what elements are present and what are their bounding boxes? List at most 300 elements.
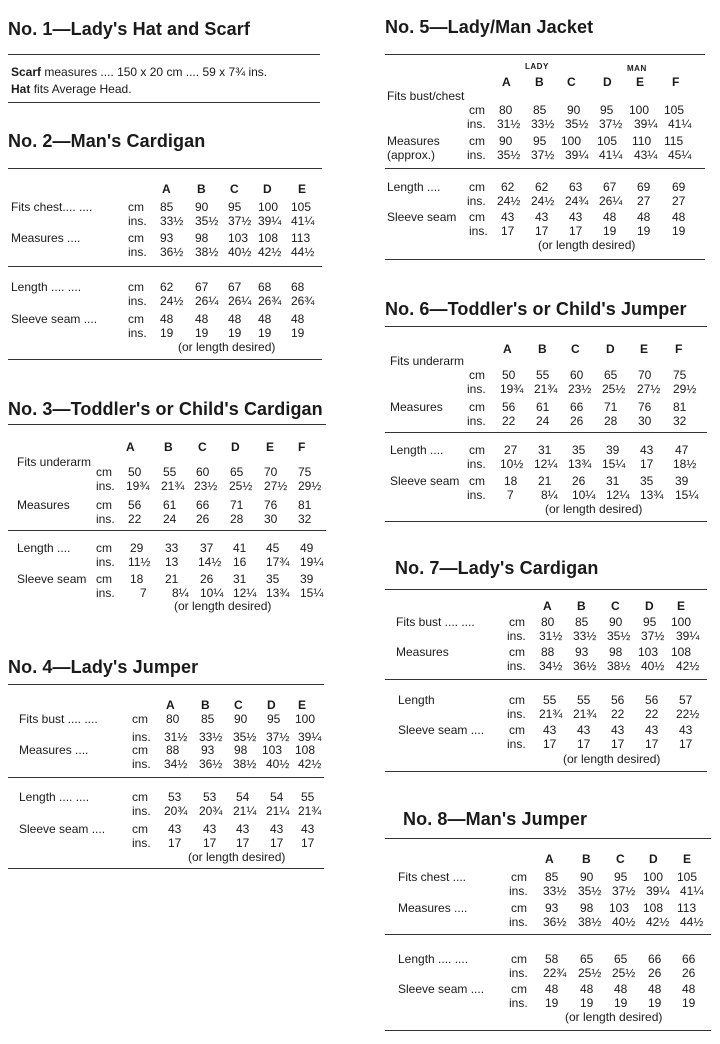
section-title: No. 4—Lady's Jumper — [8, 657, 199, 677]
section-title: No. 8—Man's Jumper — [403, 809, 588, 829]
row-label: Measures — [396, 645, 449, 659]
value-cell: 27 — [637, 194, 651, 208]
table-row-length-in — [8, 555, 338, 569]
unit-label: ins. — [128, 245, 147, 259]
row-label: Sleeve seam .... — [398, 723, 485, 737]
value-cell: 41¼ — [599, 148, 623, 162]
value-cell: 43 — [270, 822, 284, 836]
table-row-length-cm — [8, 790, 328, 804]
divider — [8, 530, 326, 531]
size-label: E — [683, 852, 692, 866]
row-label: Measures — [387, 134, 440, 148]
value-cell: 103 — [609, 901, 630, 915]
table-row-sleeve-cm — [8, 312, 328, 326]
value-cell: 18½ — [673, 457, 697, 471]
value-cell: 17 — [535, 224, 549, 238]
value-cell: 20¾ — [199, 804, 223, 818]
value-cell: 33½ — [543, 884, 567, 898]
unit-label: ins. — [128, 214, 147, 228]
table-row-fits-in — [8, 730, 328, 744]
row-label: Sleeve seam .... — [398, 982, 485, 996]
divider — [385, 259, 705, 260]
value-cell: 37½ — [641, 629, 665, 643]
value-cell: 12¼ — [534, 457, 558, 471]
length-note: (or length desired) — [545, 502, 643, 516]
length-note: (or length desired) — [538, 238, 636, 252]
value-cell: 69 — [637, 180, 651, 194]
section-mans-jumper — [385, 808, 715, 1024]
table-row-sleeve-cm — [8, 572, 338, 586]
size-label: E — [640, 342, 649, 356]
section-mans-cardigan — [8, 130, 348, 354]
row-label: Fits underarm — [390, 354, 465, 368]
size-label: E — [266, 440, 275, 454]
unit-label: cm — [511, 901, 527, 915]
divider — [385, 168, 705, 169]
table-row-measures-in — [8, 245, 328, 259]
value-cell: 19 — [228, 326, 242, 340]
divider — [385, 679, 707, 680]
value-cell: 39¼ — [646, 884, 670, 898]
table-row-fits-in — [8, 214, 328, 228]
value-cell: 24 — [163, 512, 177, 526]
value-cell: 95 — [643, 615, 657, 629]
table-row-length-in — [8, 294, 328, 308]
value-cell: 39¼ — [634, 117, 658, 131]
value-cell: 67 — [603, 180, 617, 194]
table-row-fits-cm — [385, 368, 715, 382]
unit-label: cm — [96, 465, 112, 479]
value-cell: 26 — [200, 572, 214, 586]
value-cell: 48 — [648, 982, 662, 996]
unit-label: ins. — [509, 915, 528, 929]
value-cell: 30 — [638, 414, 652, 428]
table-row-sleeve-cm — [385, 210, 715, 224]
value-cell: 90 — [234, 712, 248, 726]
table-row-sleeve-cm — [385, 982, 715, 996]
value-cell: 43 — [640, 443, 654, 457]
unit-label: cm — [132, 712, 148, 726]
value-cell: 31½ — [497, 117, 521, 131]
value-cell: 53 — [168, 790, 182, 804]
value-cell: 48 — [603, 210, 617, 224]
value-cell: 18 — [130, 572, 144, 586]
value-cell: 15¼ — [602, 457, 626, 471]
table-row-length-cm — [8, 280, 328, 294]
value-cell: 55 — [536, 368, 550, 382]
value-cell: 113 — [291, 231, 311, 245]
value-cell: 38½ — [195, 245, 219, 259]
section-lady-hat-scarf — [8, 18, 348, 96]
table-row-fits-cm — [8, 200, 328, 214]
value-cell: 19¼ — [300, 555, 324, 569]
value-cell: 26 — [570, 414, 584, 428]
size-label: A — [543, 599, 552, 613]
value-cell: 36½ — [543, 915, 567, 929]
value-cell: 48 — [545, 982, 559, 996]
table-row-fits-in — [385, 117, 715, 131]
unit-label: cm — [128, 312, 144, 326]
value-cell: 12¼ — [606, 488, 630, 502]
value-cell: 103 — [228, 231, 249, 245]
table-row-fits-cm — [385, 615, 715, 629]
value-cell: 13 — [165, 555, 179, 569]
value-cell: 48 — [614, 982, 628, 996]
table-row-measures-cm — [8, 498, 338, 512]
unit-label: cm — [469, 400, 485, 414]
value-cell: 22¾ — [543, 966, 567, 980]
unit-label: ins. — [469, 224, 488, 238]
size-label: C — [230, 182, 239, 196]
size-label: B — [577, 599, 586, 613]
unit-label: cm — [509, 615, 525, 629]
table-row-sleeve-in — [8, 326, 328, 340]
divider — [8, 868, 324, 869]
size-label: C — [571, 342, 580, 356]
value-cell: 17 — [569, 224, 583, 238]
value-cell: 65 — [230, 465, 244, 479]
unit-label: cm — [96, 541, 112, 555]
value-cell: 27½ — [637, 382, 661, 396]
divider — [8, 424, 326, 425]
size-header-row — [8, 182, 328, 196]
value-cell: 21¾ — [534, 382, 558, 396]
value-cell: 17 — [203, 836, 217, 850]
unit-label: ins. — [467, 488, 486, 502]
value-cell: 55 — [301, 790, 315, 804]
value-cell: 19 — [258, 326, 272, 340]
unit-label: ins. — [509, 966, 528, 980]
value-cell: 27 — [504, 443, 518, 457]
value-cell: 67 — [228, 280, 242, 294]
value-cell: 66 — [682, 952, 696, 966]
table-row-sleeve-cm — [8, 822, 328, 836]
row-label: Length .... — [387, 180, 441, 194]
value-cell: 14½ — [198, 555, 222, 569]
value-cell: 17 — [679, 737, 693, 751]
value-cell: 16 — [233, 555, 247, 569]
size-label: E — [298, 698, 307, 712]
table-row-measures-cm — [385, 645, 715, 659]
value-cell: 39¼ — [298, 730, 322, 744]
value-cell: 19 — [195, 326, 209, 340]
value-cell: 10¼ — [200, 586, 224, 600]
value-cell: 43 — [535, 210, 549, 224]
section-title: No. 3—Toddler's or Child's Cardigan — [8, 399, 323, 419]
row-label: Fits bust/chest — [387, 89, 465, 103]
unit-label: cm — [469, 103, 485, 117]
table-row-length-cm — [8, 541, 338, 555]
value-cell: 68 — [258, 280, 272, 294]
value-cell: 19 — [614, 996, 628, 1010]
value-cell: 13¾ — [266, 586, 290, 600]
value-cell: 43 — [611, 723, 625, 737]
value-cell: 26 — [572, 474, 586, 488]
scarf-line — [11, 64, 267, 81]
table-row-length-cm — [385, 693, 715, 707]
unit-label: ins. — [467, 414, 486, 428]
value-cell: 22 — [502, 414, 516, 428]
length-note: (or length desired) — [565, 1010, 663, 1024]
value-cell: 50 — [502, 368, 516, 382]
value-cell: 39 — [300, 572, 314, 586]
value-cell: 113 — [677, 901, 697, 915]
value-cell: 62 — [501, 180, 515, 194]
table-row-measures-in — [385, 148, 715, 162]
row-label: Length — [398, 693, 435, 707]
value-cell: 42½ — [298, 757, 322, 771]
section-toddler-childs-jumper — [385, 298, 715, 516]
size-label: B — [538, 342, 547, 356]
table-row-measures-cm — [385, 400, 715, 414]
value-cell: 25½ — [602, 382, 626, 396]
value-cell: 17¾ — [266, 555, 290, 569]
table-row-fits-label — [385, 89, 715, 103]
value-cell: 38½ — [578, 915, 602, 929]
value-cell: 69 — [672, 180, 686, 194]
value-cell: 26 — [648, 966, 662, 980]
table-row-length-in — [385, 707, 715, 721]
unit-label: cm — [509, 723, 525, 737]
unit-label: cm — [128, 200, 144, 214]
unit-label: ins. — [467, 457, 486, 471]
value-cell: 24½ — [497, 194, 521, 208]
value-cell: 19 — [648, 996, 662, 1010]
size-label: A — [126, 440, 135, 454]
value-cell: 13¾ — [568, 457, 592, 471]
value-cell: 42½ — [646, 915, 670, 929]
value-cell: 39 — [606, 443, 620, 457]
value-cell: 17 — [270, 836, 284, 850]
unit-label: ins. — [132, 804, 151, 818]
unit-label: ins. — [507, 659, 526, 673]
unit-label: cm — [469, 443, 485, 457]
section-ladys-jumper — [8, 656, 348, 864]
value-cell: 108 — [643, 901, 664, 915]
table-row-fits-in — [8, 479, 338, 493]
value-cell: 21¾ — [539, 707, 563, 721]
value-cell: 65 — [614, 952, 628, 966]
value-cell: 103 — [638, 645, 659, 659]
value-cell: 26¾ — [258, 294, 282, 308]
value-cell: 33½ — [199, 730, 223, 744]
value-cell: 34½ — [539, 659, 563, 673]
value-cell: 21¾ — [298, 804, 322, 818]
value-cell: 88 — [541, 645, 555, 659]
unit-label: ins. — [96, 479, 115, 493]
divider — [8, 359, 322, 360]
table-row-sleeve-in — [385, 996, 715, 1010]
value-cell: 10½ — [500, 457, 524, 471]
value-cell: 22 — [645, 707, 659, 721]
value-cell: 93 — [201, 743, 215, 757]
table-row-sleeve-in — [8, 586, 338, 600]
value-cell: 68 — [291, 280, 305, 294]
value-cell: 60 — [196, 465, 210, 479]
row-label: Length .... — [390, 443, 444, 457]
size-label: A — [545, 852, 554, 866]
value-cell: 88 — [166, 743, 180, 757]
unit-label: cm — [132, 743, 148, 757]
size-label: C — [611, 599, 620, 613]
value-cell: 21 — [538, 474, 552, 488]
value-cell: 29½ — [298, 479, 322, 493]
row-label: Fits chest.... .... — [11, 200, 93, 214]
value-cell: 35½ — [578, 884, 602, 898]
value-cell: 56 — [645, 693, 659, 707]
value-cell: 100 — [629, 103, 650, 117]
value-cell: 31½ — [539, 629, 563, 643]
value-cell: 17 — [236, 836, 250, 850]
row-label: Sleeve seam .... — [11, 312, 98, 326]
table-row-measures-in — [385, 659, 715, 673]
table-row-length-cm — [385, 180, 715, 194]
unit-label: cm — [469, 180, 485, 194]
value-cell: 26 — [682, 966, 696, 980]
value-cell: 100 — [671, 615, 692, 629]
value-cell: 108 — [258, 231, 279, 245]
size-label: D — [263, 182, 272, 196]
table-row-sleeve-cm — [385, 723, 715, 737]
value-cell: 31 — [606, 474, 620, 488]
value-cell: 65 — [604, 368, 618, 382]
value-cell: 35½ — [497, 148, 521, 162]
group-label-man: MAN — [627, 64, 647, 73]
value-cell: 31 — [538, 443, 552, 457]
value-cell: 37½ — [228, 214, 252, 228]
table-row-sleeve-in — [8, 836, 328, 850]
value-cell: 23½ — [568, 382, 592, 396]
value-cell: 90 — [499, 134, 513, 148]
value-cell: 54 — [236, 790, 250, 804]
size-label: B — [201, 698, 210, 712]
value-cell: 54 — [270, 790, 284, 804]
size-label: C — [234, 698, 243, 712]
value-cell: 15¼ — [675, 488, 699, 502]
value-cell: 56 — [611, 693, 625, 707]
value-cell: 22 — [128, 512, 142, 526]
size-header-row — [385, 599, 715, 613]
value-cell: 37½ — [266, 730, 290, 744]
table-row-measures-cm — [8, 743, 328, 757]
row-label: Length .... .... — [398, 952, 469, 966]
unit-label: ins. — [467, 382, 486, 396]
value-cell: 36½ — [199, 757, 223, 771]
value-cell: 43 — [203, 822, 217, 836]
hat-fit: fits Average Head. — [33, 82, 132, 96]
unit-label: ins. — [509, 884, 528, 898]
value-cell: 41¼ — [680, 884, 704, 898]
value-cell: 61 — [163, 498, 177, 512]
value-cell: 43 — [543, 723, 557, 737]
value-cell: 33½ — [531, 117, 555, 131]
section-toddler-childs-cardigan — [8, 398, 348, 613]
value-cell: 17 — [645, 737, 659, 751]
value-cell: 55 — [163, 465, 177, 479]
size-label: D — [645, 599, 654, 613]
value-cell: 18 — [504, 474, 518, 488]
value-cell: 22½ — [676, 707, 700, 721]
table-row-length-cm — [385, 443, 715, 457]
size-label: F — [298, 440, 306, 454]
row-label: Fits bust .... .... — [19, 712, 98, 726]
value-cell: 38½ — [233, 757, 257, 771]
unit-label: cm — [469, 368, 485, 382]
value-cell: 37½ — [531, 148, 555, 162]
value-cell: 10¼ — [572, 488, 596, 502]
value-cell: 43¼ — [634, 148, 658, 162]
value-cell: 24 — [536, 414, 550, 428]
divider — [385, 589, 707, 590]
row-label: Fits chest .... — [398, 870, 467, 884]
value-cell: 23½ — [194, 479, 218, 493]
value-cell: 45 — [266, 541, 280, 555]
value-cell: 56 — [502, 400, 516, 414]
unit-label: cm — [128, 280, 144, 294]
value-cell: 24½ — [531, 194, 555, 208]
unit-label: cm — [509, 693, 525, 707]
value-cell: 48 — [580, 982, 594, 996]
value-cell: 26¼ — [228, 294, 252, 308]
size-label: C — [616, 852, 625, 866]
value-cell: 85 — [545, 870, 559, 884]
value-cell: 85 — [575, 615, 589, 629]
value-cell: 17 — [543, 737, 557, 751]
value-cell: 80 — [541, 615, 555, 629]
value-cell: 48 — [637, 210, 651, 224]
value-cell: 39¼ — [676, 629, 700, 643]
section-title: No. 5—Lady/Man Jacket — [385, 17, 594, 37]
unit-label: ins. — [467, 148, 486, 162]
value-cell: 32 — [673, 414, 687, 428]
unit-label: ins. — [509, 996, 528, 1010]
table-row-measures-in — [385, 414, 715, 428]
value-cell: 40½ — [641, 659, 665, 673]
unit-label: ins. — [467, 117, 486, 131]
table-row-fits-cm — [385, 870, 715, 884]
row-label: Length .... .... — [19, 790, 90, 804]
value-cell: 31 — [233, 572, 247, 586]
value-cell: 71 — [230, 498, 244, 512]
value-cell: 70 — [638, 368, 652, 382]
value-cell: 44½ — [680, 915, 704, 929]
value-cell: 31½ — [164, 730, 188, 744]
length-note: (or length desired) — [174, 599, 272, 613]
unit-label: ins. — [96, 555, 115, 569]
value-cell: 100 — [643, 870, 664, 884]
size-label: F — [672, 75, 680, 89]
value-cell: 103 — [262, 743, 283, 757]
divider — [8, 266, 322, 267]
divider — [385, 432, 707, 433]
unit-label: cm — [132, 790, 148, 804]
value-cell: 66 — [570, 400, 584, 414]
value-cell: 28 — [230, 512, 244, 526]
value-cell: 81 — [673, 400, 687, 414]
size-label: B — [197, 182, 206, 196]
unit-label: cm — [511, 870, 527, 884]
row-label: (approx.) — [387, 148, 436, 162]
value-cell: 19 — [637, 224, 651, 238]
size-label: D — [267, 698, 276, 712]
value-cell: 35½ — [565, 117, 589, 131]
value-cell: 8¼ — [172, 586, 189, 600]
hat-line — [11, 81, 132, 98]
value-cell: 43 — [168, 822, 182, 836]
value-cell: 105 — [291, 200, 312, 214]
row-label: Measures .... — [19, 743, 89, 757]
row-label: Measures — [390, 400, 443, 414]
